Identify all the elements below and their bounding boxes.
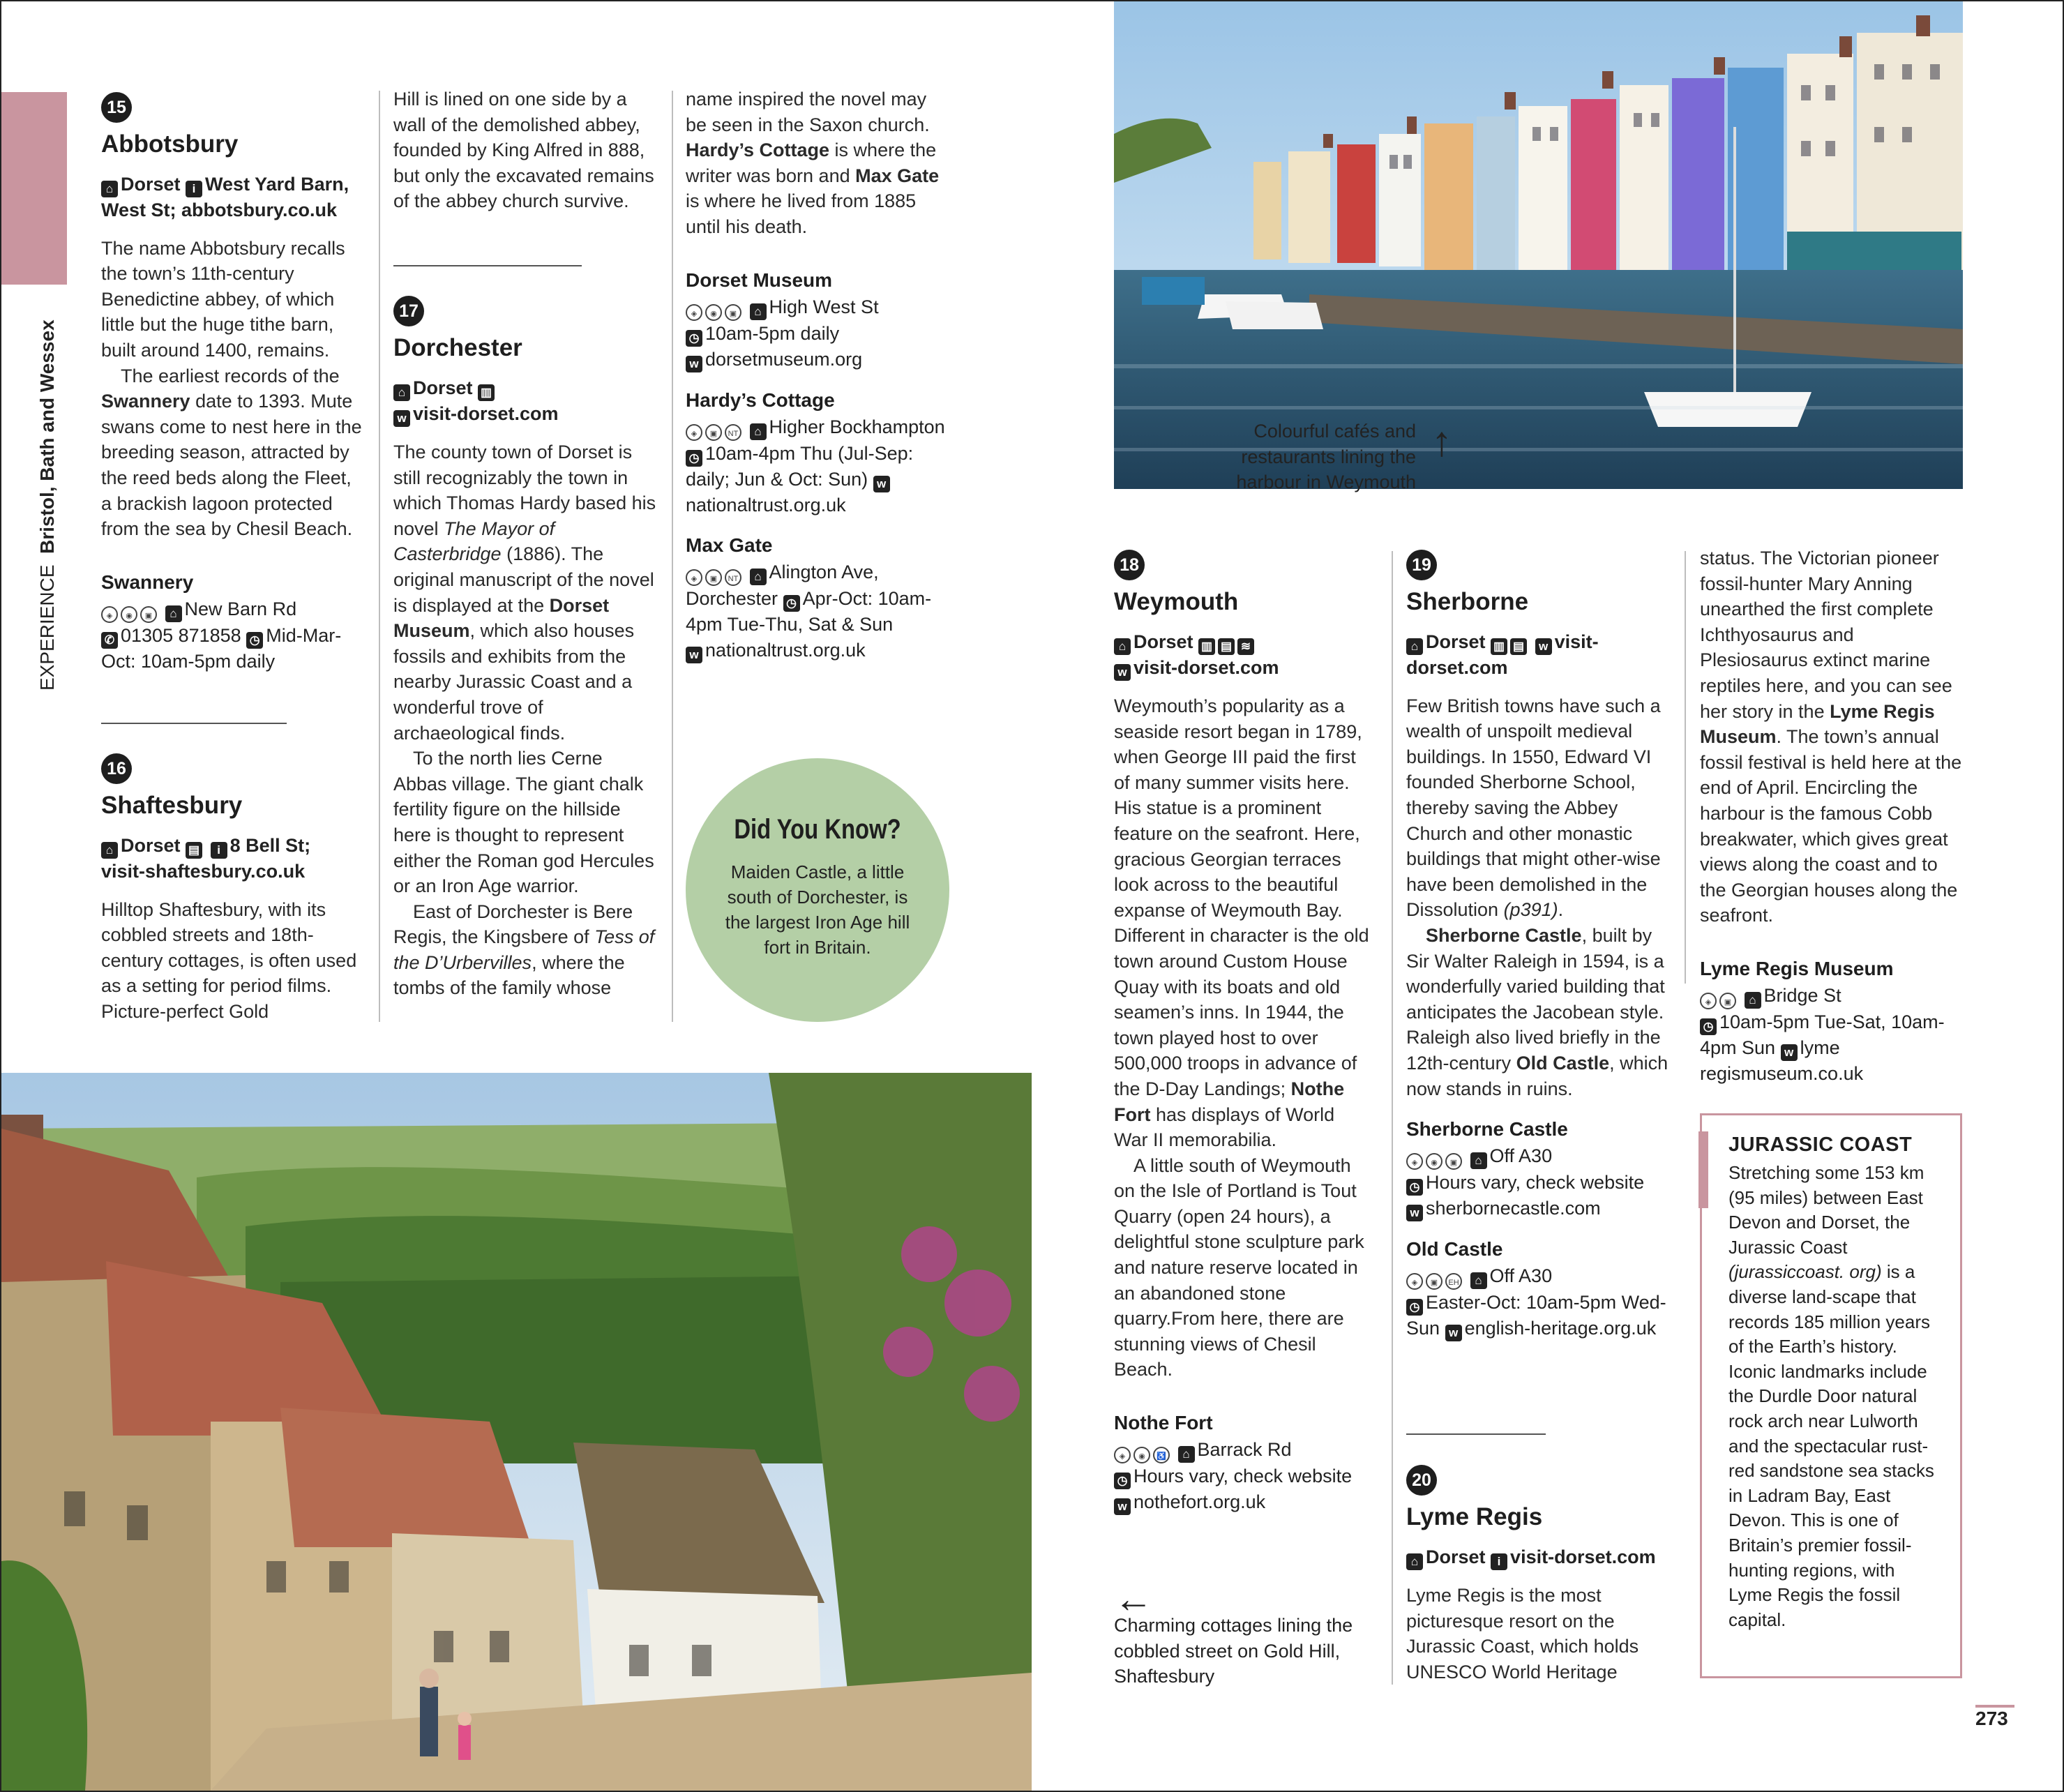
national-trust-icon: NT (725, 424, 741, 441)
lyme-museum-info: ◈ ▣ ⌂ Bridge St ◷ 10am-5pm Tue-Sat, 10am-4pm Sun w lyme regismuseum.co.uk (1700, 984, 1945, 1084)
phone-icon: ✆ (101, 632, 118, 649)
dorchester-para-3-continued: name inspired the novel may be seen in the Saxon church. Hardy’s Cottage is where the writer was born and Max Gate is where he lived from 1885 until his death. (686, 89, 940, 237)
did-you-know-callout (686, 758, 949, 1022)
sherborne-title: Sherborne (1406, 588, 1529, 615)
nothe-fort-title: Nothe Fort (1114, 1412, 1213, 1434)
chapter-label-region: Bristol, Bath and Wessex (36, 319, 58, 554)
gold-hill-photo-caption: Charming cottages lining the cobbled street on Gold Hill, Shaftesbury (1114, 1615, 1353, 1687)
jurassic-coast-title: JURASSIC COAST (1728, 1134, 1913, 1156)
column-divider (672, 91, 673, 1022)
weymouth-photo-caption: Colourful cafés and restaurants lining the harbour in Weymouth (1236, 421, 1416, 493)
shaftesbury-title: Shaftesbury (101, 792, 243, 819)
lyme-regis-para-1-continued: status. The Victorian pioneer fossil-hunter Mary Anning unearthed the first complete Ichthyosaurus and Plesiosaurus extinct marine reptiles here, and you can see her story in the Lyme Regis Museum. The town’s annual fossil festival is held here at the end of April. Encircling the harbour is the famous Cobb breakwater, which gives great views along the coast and to the Georgian houses along the seafront. (1700, 548, 1962, 926)
clock-icon: ◷ (1406, 1179, 1423, 1196)
shop-icon: ▣ (140, 606, 157, 623)
column-divider (1685, 551, 1686, 984)
location-icon: ⌂ (1745, 992, 1761, 1009)
cafe-icon: ◉ (1133, 1447, 1150, 1463)
shop-icon: ▣ (1719, 993, 1736, 1009)
abbotsbury-info: ⌂ Dorset i West Yard Barn, West St; abbotsbury.co.uk (101, 174, 349, 220)
location-icon: ⌂ (1114, 638, 1131, 655)
page-number: 273 (1975, 1708, 2008, 1729)
lyme-regis-info: ⌂ Dorset i visit-dorset.com (1406, 1544, 1678, 1570)
column-2-lower (393, 296, 658, 1001)
web-icon: w (1114, 664, 1131, 681)
abbotsbury-para-2: The earliest records of the Swannery date to 1393. Mute swans come to nest here in the breeding season, attracted by the reed beds along the Fleet, a brackish lagoon protected from the sea by Chesil Beach. (101, 365, 362, 540)
entry-number-18: 18 (1114, 550, 1145, 580)
abbotsbury-title: Abbotsbury (101, 130, 239, 158)
train-icon: ▥ (1491, 638, 1507, 655)
web-icon: w (1535, 638, 1552, 655)
column-3 (686, 86, 951, 676)
sherborne-castle-title: Sherborne Castle (1406, 1118, 1568, 1140)
ticket-icon: ◈ (101, 606, 118, 623)
max-gate-title: Max Gate (686, 534, 773, 557)
location-icon: ⌂ (750, 423, 767, 440)
divider (1406, 1433, 1546, 1435)
column-divider (379, 91, 380, 1022)
train-icon: ▥ (1198, 638, 1215, 655)
weymouth-info: ⌂ Dorset ▥ ▤ ≋ w visit-dorset.com (1114, 629, 1372, 681)
jurassic-coast-accent-bar (1698, 1131, 1708, 1208)
shaftesbury-info: ⌂ Dorset ▤ i 8 Bell St; visit-shaftesbury.co.uk (101, 835, 311, 882)
shaftesbury-para-1: Hilltop Shaftesbury, with its cobbled streets and 18th-century cottages, is often used as a setting for period films. Picture-perfect Gold (101, 898, 357, 1022)
shop-icon: ▣ (725, 304, 741, 321)
jurassic-coast-box (1700, 1113, 1962, 1678)
entry-number-17: 17 (393, 296, 424, 326)
chapter-label-experience: EXPERIENCE (36, 564, 58, 691)
web-icon: w (1781, 1044, 1798, 1061)
swannery-info: ◈ ◉ ▣ ⌂ New Barn Rd ✆ 01305 871858 ◷ Mid-Mar-Oct: 10am-5pm daily (101, 598, 342, 672)
location-icon: ⌂ (750, 303, 767, 320)
old-castle-title: Old Castle (1406, 1238, 1503, 1260)
location-icon: ⌂ (1178, 1446, 1195, 1463)
dorset-museum-title: Dorset Museum (686, 269, 833, 291)
entry-number-16: 16 (101, 753, 132, 784)
column-5-lower (1406, 1465, 1678, 1685)
ticket-icon: ◈ (686, 424, 702, 441)
swannery-title: Swannery (101, 571, 194, 593)
web-icon: w (686, 647, 702, 663)
dorchester-para-2: To the north lies Cerne Abbas village. The giant chalk fertility figure on the hillside here is thought to represent either the Roman god Hercules or an Iron Age warrior. (393, 748, 654, 897)
info-icon: i (186, 181, 202, 197)
shop-icon: ▣ (705, 424, 722, 441)
info-icon: i (211, 842, 227, 859)
max-gate-info: ◈ ▣ NT ⌂ Alington Ave, Dorchester ◷ Apr-Oct: 10am-4pm Tue-Thu, Sat & Sun w nationaltrust.org.uk (686, 559, 951, 663)
column-6 (1700, 545, 1965, 1099)
clock-icon: ◷ (1114, 1473, 1131, 1489)
sherborne-para-2: Sherborne Castle, built by Sir Walter Raleigh in 1594, is a wonderfully varied building that anticipates the Jacobean style. Raleigh also lived briefly in the 12th-century Old Castle, which now stands in ruins. (1406, 924, 1668, 1099)
clock-icon: ◷ (686, 330, 702, 347)
divider (393, 265, 582, 266)
column-1 (101, 92, 366, 686)
abbotsbury-para-1: The name Abbotsbury recalls the town’s 11th-century Benedictine abbey, of which little but the huge tithe barn, built around 1400, remains. (101, 237, 345, 361)
disabled-access-icon: ♿ (1153, 1447, 1170, 1463)
arrow-up-icon: ↑ (1431, 418, 1452, 465)
bus-icon: ▤ (186, 842, 202, 859)
dorchester-para-3: East of Dorchester is Bere Regis, the Kingsbere of Tess of the D’Urbervilles, where the tombs of the family whose (393, 901, 655, 999)
location-icon: ⌂ (101, 842, 118, 859)
chapter-label (36, 319, 59, 691)
bus-icon: ▤ (1218, 638, 1235, 655)
lyme-regis-para-1: Lyme Regis is the most picturesque resort on the Jurassic Coast, which holds UNESCO World Heritage (1406, 1585, 1639, 1682)
ticket-icon: ◈ (686, 569, 702, 586)
location-icon: ⌂ (165, 605, 182, 622)
sherborne-para-1: Few British towns have such a wealth of unspoilt medieval buildings. In 1550, Edward VI founded Sherborne School, thereby saving the Abbey Church and other monastic buildings that might other-wise have been demolished in the Dissolution (p391). (1406, 695, 1661, 921)
dorchester-para-1: The county town of Dorset is still recognizably the town in which Thomas Hardy based his novel The Mayor of Casterbridge (1886). The original manuscript of the novel is displayed at the Dorset Museum, which also houses fossils and exhibits from the nearby Jurassic Coast and a wonderful trove of archaeological finds. (393, 442, 656, 744)
clock-icon: ◷ (246, 632, 263, 649)
bus-icon: ▤ (1510, 638, 1527, 655)
entry-number-15: 15 (101, 92, 132, 123)
shaftesbury-para-1-continued: Hill is lined on one side by a wall of the demolished abbey, founded by King Alfred in 888, but only the excavated remains of the abbey church survive. (393, 89, 654, 212)
sherborne-info: ⌂ Dorset ▥ ▤ w visit-dorset.com (1406, 631, 1599, 678)
entry-number-19: 19 (1406, 550, 1437, 580)
lyme-museum-title: Lyme Regis Museum (1700, 957, 1894, 979)
location-icon: ⌂ (1470, 1152, 1487, 1169)
train-icon: ▥ (478, 384, 495, 401)
lyme-regis-title: Lyme Regis (1406, 1503, 1543, 1530)
weymouth-harbour-photo (1114, 1, 1963, 489)
shop-icon: ▣ (705, 569, 722, 586)
dorchester-info: ⌂ Dorset ▥ w visit-dorset.com (393, 375, 658, 427)
weymouth-para-2: A little south of Weymouth on the Isle of Portland is Tout Quarry (open 24 hours), a delightful stone sculpture park and nature reserve located in an abandoned stone quarry.From here, there are stunning views of Chesil Beach. (1114, 1154, 1364, 1380)
web-icon: w (1114, 1498, 1131, 1515)
cafe-icon: ◉ (121, 606, 137, 623)
location-icon: ⌂ (101, 181, 118, 197)
clock-icon: ◷ (1700, 1018, 1717, 1035)
location-icon: ⌂ (750, 569, 767, 585)
entry-number-20: 20 (1406, 1465, 1437, 1496)
location-icon: ⌂ (1470, 1272, 1487, 1289)
ticket-icon: ◈ (1114, 1447, 1131, 1463)
national-trust-icon: NT (725, 569, 741, 586)
clock-icon: ◷ (1406, 1299, 1423, 1316)
did-you-know-title: Did You Know? (734, 814, 901, 845)
ticket-icon: ◈ (1700, 993, 1717, 1009)
location-icon: ⌂ (393, 384, 410, 401)
english-heritage-icon: EH (1445, 1273, 1462, 1290)
column-divider (1392, 551, 1393, 1685)
shop-icon: ▣ (1445, 1153, 1462, 1170)
web-icon: w (873, 476, 890, 492)
did-you-know-body: Maiden Castle, a little south of Dorchester, is the largest Iron Age hill fort in Britain. (725, 861, 910, 958)
gold-hill-photo (1, 1073, 1032, 1791)
cafe-icon: ◉ (1426, 1153, 1442, 1170)
ticket-icon: ◈ (1406, 1273, 1423, 1290)
sherborne-castle-info: ◈ ◉ ▣ ⌂ Off A30 ◷ Hours vary, check website w sherbornecastle.com (1406, 1143, 1678, 1221)
jurassic-coast-body: Stretching some 153 km (95 miles) between East Devon and Dorset, the Jurassic Coast (jurassiccoast. org) is a diverse land-scape that records 185 million years of the Earth’s history. Iconic landmarks include the Durdle Door natural rock arch near Lulworth and the spectacular rust-red sandstone sea stacks in Ladram Bay, East Devon. This is one of Britain’s premier fossil-hunting regions, with Lyme Regis the fossil capital. (1728, 1162, 1934, 1630)
ticket-icon: ◈ (1406, 1153, 1423, 1170)
chapter-tab (1, 92, 67, 285)
web-icon: w (1406, 1205, 1423, 1221)
divider (101, 723, 287, 724)
location-icon: ⌂ (1406, 638, 1423, 655)
dorset-museum-info: ◈ ◉ ▣ ⌂ High West St ◷ 10am-5pm daily w dorsetmuseum.org (686, 294, 951, 372)
old-castle-info: ◈ ▣ EH ⌂ Off A30 ◷ Easter-Oct: 10am-5pm Wed-Sun w english-heritage.org.uk (1406, 1263, 1678, 1341)
web-icon: w (686, 356, 702, 372)
dorchester-title: Dorchester (393, 334, 522, 361)
web-icon: w (393, 410, 410, 427)
hardys-cottage-title: Hardy’s Cottage (686, 389, 835, 411)
arrow-left-icon: ← (1114, 1576, 1153, 1620)
clock-icon: ◷ (686, 450, 702, 467)
weymouth-para-1: Weymouth’s popularity as a seaside resort began in 1789, when George III paid the first of many summer visits here. His statue is a prominent feature on the seafront. Here, gracious Georgian terraces look across to the beautiful expanse of Weymouth Bay. Different in character is the old town around Custom House Quay with its boats and old seamen’s inns. In 1944, the town played host to over 500,000 troops in advance of the D-Day Landings; Nothe Fort has displays of World War II memorabilia. (1114, 695, 1369, 1151)
column-4 (1114, 550, 1372, 1528)
info-icon: i (1491, 1553, 1507, 1570)
shop-icon: ▣ (1426, 1273, 1442, 1290)
clock-icon: ◷ (783, 595, 800, 612)
column-5 (1406, 550, 1678, 1354)
location-icon: ⌂ (1406, 1553, 1423, 1570)
web-icon: w (1445, 1325, 1462, 1341)
hardys-cottage-info: ◈ ▣ NT ⌂ Higher Bockhampton ◷ 10am-4pm Thu (Jul-Sep: daily; Jun & Oct: Sun) wnationaltrust.org.uk (686, 416, 945, 515)
column-1-lower (101, 753, 366, 1025)
cafe-icon: ◉ (705, 304, 722, 321)
weymouth-title: Weymouth (1114, 588, 1239, 615)
ticket-icon: ◈ (686, 304, 702, 321)
ferry-icon: ≋ (1237, 638, 1254, 655)
nothe-fort-info: ◈ ◉ ♿ ⌂ Barrack Rd ◷ Hours vary, check website w nothefort.org.uk (1114, 1437, 1372, 1515)
column-2 (393, 86, 658, 214)
